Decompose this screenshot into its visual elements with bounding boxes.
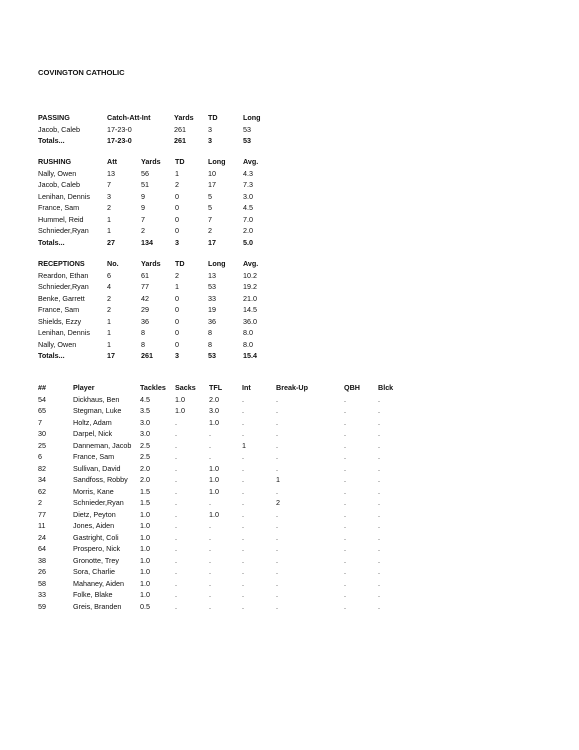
- defense-cell: 38: [38, 555, 46, 565]
- defense-cell: 1.0: [140, 555, 150, 565]
- defense-cell: Dickhaus, Ben: [73, 394, 120, 404]
- defense-cell: 1.0: [175, 394, 185, 404]
- defense-cell: .: [276, 590, 278, 599]
- defense-cell: .: [344, 452, 346, 461]
- defense-cell: .: [209, 601, 211, 611]
- passing-header-cell: PASSING: [38, 113, 70, 122]
- receptions-cell: 29: [141, 305, 149, 314]
- defense-cell: .: [175, 601, 177, 611]
- defense-cell: .: [276, 452, 278, 461]
- receptions-cell: 261: [141, 351, 153, 360]
- rushing-cell: 1: [175, 168, 179, 178]
- defense-cell: .: [276, 532, 278, 542]
- defense-cell: 1.0: [140, 578, 150, 588]
- defense-cell: .: [378, 394, 380, 404]
- defense-cell: 2.0: [140, 463, 150, 473]
- rushing-cell: 7: [141, 214, 145, 224]
- defense-cell: .: [344, 544, 346, 553]
- passing-header-cell: Long: [243, 113, 261, 122]
- rushing-header-cell: Long: [208, 157, 226, 166]
- defense-cell: .: [276, 544, 278, 553]
- passing-cell: Totals...: [38, 136, 65, 145]
- rushing-cell: 17: [208, 237, 216, 247]
- rushing-cell: 3: [107, 191, 111, 201]
- defense-cell: 2: [276, 498, 280, 507]
- defense-cell: 59: [38, 601, 46, 611]
- receptions-cell: 2: [175, 270, 179, 280]
- receptions-header-cell: Yards: [141, 259, 161, 268]
- defense-header-cell: TFL: [209, 383, 223, 392]
- defense-cell: .: [276, 509, 278, 519]
- defense-cell: .: [175, 475, 177, 484]
- rushing-cell: Schnieder,Ryan: [38, 226, 89, 235]
- passing-cell: 17-23-0: [107, 124, 132, 134]
- defense-cell: 1.5: [140, 486, 150, 496]
- rushing-cell: 134: [141, 237, 153, 247]
- receptions-cell: 0: [175, 305, 179, 314]
- defense-cell: .: [209, 578, 211, 588]
- defense-cell: Gastright, Coli: [73, 532, 119, 542]
- receptions-cell: Schnieder,Ryan: [38, 282, 89, 291]
- defense-cell: .: [378, 486, 380, 496]
- defense-cell: .: [378, 463, 380, 473]
- receptions-cell: 1: [107, 328, 111, 337]
- rushing-cell: 27: [107, 237, 115, 247]
- receptions-header-cell: Long: [208, 259, 226, 268]
- defense-cell: Jones, Aiden: [73, 521, 115, 530]
- defense-cell: Stegman, Luke: [73, 406, 122, 415]
- defense-cell: .: [378, 544, 380, 553]
- defense-cell: 1.5: [140, 498, 150, 507]
- receptions-cell: 42: [141, 293, 149, 303]
- receptions-header-cell: RECEPTIONS: [38, 259, 85, 268]
- rushing-cell: Totals...: [38, 237, 65, 247]
- defense-cell: .: [209, 440, 211, 450]
- defense-cell: 24: [38, 532, 46, 542]
- defense-cell: Gronotte, Trey: [73, 555, 119, 565]
- passing-header-cell: TD: [208, 113, 218, 122]
- passing-cell: 261: [174, 136, 186, 145]
- receptions-cell: 36: [208, 316, 216, 326]
- rushing-header-cell: RUSHING: [38, 157, 72, 166]
- defense-cell: 1.0: [209, 486, 219, 496]
- rushing-cell: 2: [107, 203, 111, 212]
- defense-cell: .: [175, 555, 177, 565]
- passing-cell: 53: [243, 136, 251, 145]
- defense-cell: .: [344, 521, 346, 530]
- rushing-cell: Jacob, Caleb: [38, 180, 80, 189]
- defense-cell: 1.0: [140, 590, 150, 599]
- defense-cell: .: [344, 567, 346, 576]
- receptions-cell: 19.2: [243, 282, 257, 291]
- defense-cell: .: [175, 498, 177, 507]
- defense-cell: .: [344, 394, 346, 404]
- defense-cell: Greis, Branden: [73, 601, 122, 611]
- rushing-cell: 56: [141, 168, 149, 178]
- defense-cell: 11: [38, 521, 46, 530]
- defense-cell: 82: [38, 463, 46, 473]
- receptions-header-cell: No.: [107, 259, 119, 268]
- defense-cell: .: [209, 590, 211, 599]
- defense-cell: .: [175, 590, 177, 599]
- rushing-header-cell: Yards: [141, 157, 161, 166]
- defense-cell: 1: [276, 475, 280, 484]
- defense-cell: .: [242, 590, 244, 599]
- defense-cell: 2.5: [140, 452, 150, 461]
- rushing-cell: 0: [175, 191, 179, 201]
- rushing-cell: 17: [208, 180, 216, 189]
- receptions-cell: Lenihan, Dennis: [38, 328, 90, 337]
- defense-cell: .: [378, 532, 380, 542]
- defense-cell: 1.0: [209, 463, 219, 473]
- receptions-cell: 33: [208, 293, 216, 303]
- defense-cell: .: [378, 475, 380, 484]
- defense-cell: 6: [38, 452, 42, 461]
- defense-cell: .: [242, 544, 244, 553]
- defense-cell: 3.0: [209, 406, 219, 415]
- receptions-cell: 8.0: [243, 328, 253, 337]
- defense-cell: .: [378, 406, 380, 415]
- defense-cell: .: [175, 452, 177, 461]
- defense-cell: .: [209, 521, 211, 530]
- receptions-cell: 1: [107, 316, 111, 326]
- receptions-cell: 8.0: [243, 339, 253, 349]
- defense-cell: 4.5: [140, 394, 150, 404]
- rushing-cell: 51: [141, 180, 149, 189]
- defense-cell: .: [209, 567, 211, 576]
- defense-cell: .: [242, 429, 244, 438]
- receptions-cell: 19: [208, 305, 216, 314]
- defense-cell: .: [242, 463, 244, 473]
- rushing-cell: 5.0: [243, 237, 253, 247]
- receptions-cell: 13: [208, 270, 216, 280]
- defense-cell: .: [242, 509, 244, 519]
- receptions-cell: 4: [107, 282, 111, 291]
- receptions-cell: 0: [175, 316, 179, 326]
- defense-cell: .: [175, 544, 177, 553]
- rushing-cell: 4.3: [243, 168, 253, 178]
- receptions-cell: 1: [107, 339, 111, 349]
- defense-cell: .: [344, 475, 346, 484]
- defense-cell: .: [175, 463, 177, 473]
- defense-cell: 25: [38, 440, 46, 450]
- defense-cell: 30: [38, 429, 46, 438]
- defense-cell: 54: [38, 394, 46, 404]
- receptions-cell: 2: [107, 293, 111, 303]
- rushing-cell: 3.0: [243, 191, 253, 201]
- defense-cell: .: [378, 509, 380, 519]
- defense-cell: .: [209, 429, 211, 438]
- rushing-cell: 7: [208, 214, 212, 224]
- defense-header-cell: Sacks: [175, 383, 196, 392]
- rushing-cell: 7.3: [243, 180, 253, 189]
- receptions-cell: 77: [141, 282, 149, 291]
- rushing-cell: 5: [208, 203, 212, 212]
- rushing-cell: Nally, Owen: [38, 168, 77, 178]
- defense-cell: .: [378, 440, 380, 450]
- defense-cell: .: [276, 417, 278, 427]
- rushing-cell: 2: [208, 226, 212, 235]
- defense-cell: 7: [38, 417, 42, 427]
- receptions-cell: 15.4: [243, 351, 257, 360]
- rushing-cell: 1: [107, 214, 111, 224]
- rushing-header-cell: Att: [107, 157, 117, 166]
- defense-cell: .: [344, 486, 346, 496]
- defense-cell: .: [175, 578, 177, 588]
- defense-cell: Prospero, Nick: [73, 544, 121, 553]
- defense-cell: .: [378, 417, 380, 427]
- defense-cell: .: [344, 578, 346, 588]
- defense-cell: .: [175, 509, 177, 519]
- defense-cell: .: [242, 601, 244, 611]
- defense-cell: .: [175, 532, 177, 542]
- defense-cell: .: [242, 452, 244, 461]
- rushing-cell: 1: [107, 226, 111, 235]
- defense-cell: 0.5: [140, 601, 150, 611]
- defense-cell: Danneman, Jacob: [73, 440, 132, 450]
- defense-cell: 2: [38, 498, 42, 507]
- defense-cell: 3.0: [140, 417, 150, 427]
- receptions-header-cell: Avg.: [243, 259, 259, 268]
- defense-cell: .: [242, 532, 244, 542]
- receptions-cell: 8: [208, 339, 212, 349]
- defense-cell: .: [378, 578, 380, 588]
- defense-cell: .: [276, 555, 278, 565]
- rushing-cell: 3: [175, 237, 179, 247]
- receptions-cell: 8: [141, 339, 145, 349]
- defense-cell: 1.0: [209, 509, 219, 519]
- defense-cell: .: [344, 509, 346, 519]
- defense-cell: .: [378, 601, 380, 611]
- defense-cell: .: [209, 544, 211, 553]
- defense-header-cell: Blck: [378, 383, 394, 392]
- defense-header-cell: Break-Up: [276, 383, 308, 392]
- receptions-cell: 36.0: [243, 316, 257, 326]
- defense-cell: .: [276, 429, 278, 438]
- defense-header-cell: ##: [38, 383, 46, 392]
- receptions-cell: 0: [175, 293, 179, 303]
- defense-cell: 1: [242, 440, 246, 450]
- rushing-cell: 2: [141, 226, 145, 235]
- receptions-cell: Benke, Garrett: [38, 293, 85, 303]
- receptions-cell: 2: [107, 305, 111, 314]
- defense-cell: 1.0: [140, 521, 150, 530]
- defense-cell: .: [378, 429, 380, 438]
- rushing-cell: 0: [175, 203, 179, 212]
- defense-cell: .: [276, 521, 278, 530]
- defense-cell: .: [242, 475, 244, 484]
- defense-cell: 62: [38, 486, 46, 496]
- receptions-cell: 3: [175, 351, 179, 360]
- defense-header-cell: QBH: [344, 383, 360, 392]
- defense-cell: .: [344, 555, 346, 565]
- defense-cell: .: [344, 440, 346, 450]
- receptions-cell: 17: [107, 351, 115, 360]
- receptions-cell: 36: [141, 316, 149, 326]
- defense-cell: 34: [38, 475, 46, 484]
- receptions-cell: 61: [141, 270, 149, 280]
- defense-cell: Folke, Blake: [73, 590, 113, 599]
- defense-header-cell: Int: [242, 383, 251, 392]
- defense-cell: .: [209, 555, 211, 565]
- defense-cell: .: [209, 452, 211, 461]
- defense-cell: France, Sam: [73, 452, 115, 461]
- defense-cell: .: [276, 486, 278, 496]
- defense-header-cell: Player: [73, 383, 95, 392]
- rushing-cell: 2: [175, 180, 179, 189]
- receptions-cell: 8: [141, 328, 145, 337]
- passing-cell: Jacob, Caleb: [38, 124, 80, 134]
- defense-cell: .: [242, 521, 244, 530]
- defense-cell: 1.0: [175, 406, 185, 415]
- defense-cell: 58: [38, 578, 46, 588]
- team-title: COVINGTON CATHOLIC: [38, 68, 125, 77]
- rushing-cell: 2.0: [243, 226, 253, 235]
- receptions-cell: 0: [175, 339, 179, 349]
- receptions-cell: Reardon, Ethan: [38, 270, 89, 280]
- defense-cell: 77: [38, 509, 46, 519]
- passing-cell: 261: [174, 124, 186, 134]
- defense-cell: .: [242, 578, 244, 588]
- defense-cell: 3.0: [140, 429, 150, 438]
- defense-cell: .: [242, 406, 244, 415]
- defense-cell: .: [344, 532, 346, 542]
- rushing-cell: 7.0: [243, 214, 253, 224]
- defense-cell: 2.0: [140, 475, 150, 484]
- defense-cell: Darpel, Nick: [73, 429, 113, 438]
- defense-cell: 3.5: [140, 406, 150, 415]
- defense-cell: Sora, Charlie: [73, 567, 115, 576]
- defense-cell: .: [242, 486, 244, 496]
- defense-cell: .: [276, 440, 278, 450]
- defense-cell: .: [344, 601, 346, 611]
- rushing-header-cell: TD: [175, 157, 185, 166]
- defense-cell: 65: [38, 406, 46, 415]
- passing-header-cell: Yards: [174, 113, 194, 122]
- defense-cell: .: [175, 440, 177, 450]
- defense-cell: 64: [38, 544, 46, 553]
- defense-cell: .: [175, 521, 177, 530]
- defense-cell: .: [344, 498, 346, 507]
- receptions-header-cell: TD: [175, 259, 185, 268]
- defense-cell: .: [344, 429, 346, 438]
- defense-cell: .: [378, 590, 380, 599]
- passing-header-cell: Catch-Att-Int: [107, 113, 151, 122]
- defense-cell: .: [276, 394, 278, 404]
- defense-cell: .: [175, 486, 177, 496]
- passing-cell: 17-23-0: [107, 136, 132, 145]
- defense-cell: .: [378, 567, 380, 576]
- defense-cell: .: [276, 578, 278, 588]
- passing-cell: 3: [208, 124, 212, 134]
- rushing-cell: 5: [208, 191, 212, 201]
- defense-cell: .: [344, 463, 346, 473]
- defense-cell: .: [344, 590, 346, 599]
- receptions-cell: 6: [107, 270, 111, 280]
- defense-cell: .: [242, 555, 244, 565]
- receptions-cell: 1: [175, 282, 179, 291]
- receptions-cell: Totals...: [38, 351, 65, 360]
- rushing-cell: Lenihan, Dennis: [38, 191, 90, 201]
- receptions-cell: 53: [208, 351, 216, 360]
- defense-cell: 1.0: [209, 475, 219, 484]
- rushing-cell: 4.5: [243, 203, 253, 212]
- defense-cell: .: [175, 417, 177, 427]
- defense-cell: 1.0: [140, 567, 150, 576]
- defense-cell: .: [242, 394, 244, 404]
- defense-cell: 1.0: [140, 509, 150, 519]
- defense-cell: 1.0: [140, 532, 150, 542]
- receptions-cell: Nally, Owen: [38, 339, 77, 349]
- rushing-cell: 13: [107, 168, 115, 178]
- defense-cell: .: [276, 463, 278, 473]
- receptions-cell: 10.2: [243, 270, 257, 280]
- defense-cell: 2.5: [140, 440, 150, 450]
- defense-cell: .: [344, 406, 346, 415]
- rushing-cell: France, Sam: [38, 203, 80, 212]
- defense-cell: Holtz, Adam: [73, 417, 112, 427]
- defense-cell: .: [242, 498, 244, 507]
- defense-cell: .: [378, 521, 380, 530]
- defense-cell: .: [175, 429, 177, 438]
- defense-cell: 1.0: [209, 417, 219, 427]
- defense-cell: .: [378, 555, 380, 565]
- defense-header-cell: Tackles: [140, 383, 166, 392]
- defense-cell: .: [242, 417, 244, 427]
- defense-cell: Mahaney, Aiden: [73, 578, 125, 588]
- rushing-header-cell: Avg.: [243, 157, 259, 166]
- receptions-cell: 8: [208, 328, 212, 337]
- defense-cell: .: [276, 601, 278, 611]
- defense-cell: .: [175, 567, 177, 576]
- receptions-cell: Shields, Ezzy: [38, 316, 82, 326]
- passing-cell: 53: [243, 124, 251, 134]
- receptions-cell: France, Sam: [38, 305, 80, 314]
- passing-cell: 3: [208, 136, 212, 145]
- defense-cell: .: [344, 417, 346, 427]
- defense-cell: .: [378, 452, 380, 461]
- defense-cell: Sullivan, David: [73, 463, 121, 473]
- defense-cell: .: [209, 498, 211, 507]
- receptions-cell: 21.0: [243, 293, 257, 303]
- defense-cell: 33: [38, 590, 46, 599]
- receptions-cell: 53: [208, 282, 216, 291]
- rushing-cell: 0: [175, 226, 179, 235]
- defense-cell: .: [209, 532, 211, 542]
- rushing-cell: 0: [175, 214, 179, 224]
- rushing-cell: 9: [141, 203, 145, 212]
- rushing-cell: 10: [208, 168, 216, 178]
- receptions-cell: 0: [175, 328, 179, 337]
- rushing-cell: 9: [141, 191, 145, 201]
- defense-cell: Sandfoss, Robby: [73, 475, 128, 484]
- defense-cell: Schnieder,Ryan: [73, 498, 124, 507]
- defense-cell: Morris, Kane: [73, 486, 114, 496]
- receptions-cell: 14.5: [243, 305, 257, 314]
- rushing-cell: Hummel, Reid: [38, 214, 84, 224]
- defense-cell: .: [242, 567, 244, 576]
- defense-cell: 1.0: [140, 544, 150, 553]
- defense-cell: 26: [38, 567, 46, 576]
- rushing-cell: 7: [107, 180, 111, 189]
- defense-cell: Dietz, Peyton: [73, 509, 116, 519]
- defense-cell: .: [276, 406, 278, 415]
- defense-cell: 2.0: [209, 394, 219, 404]
- defense-cell: .: [378, 498, 380, 507]
- defense-cell: .: [276, 567, 278, 576]
